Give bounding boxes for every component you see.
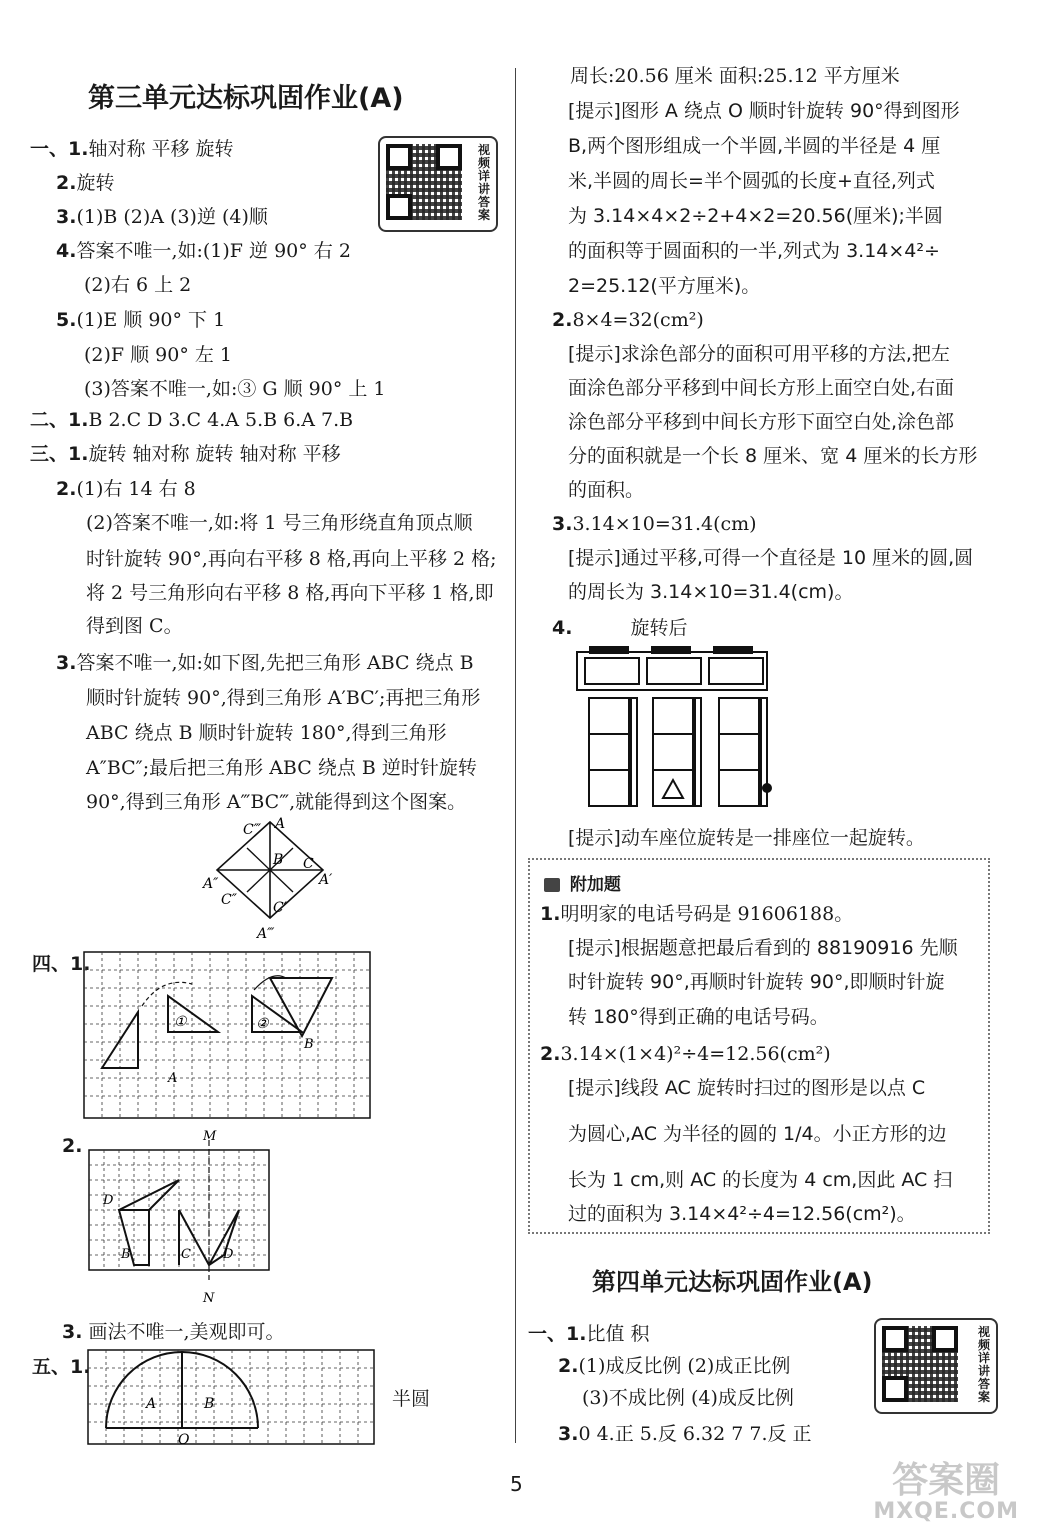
appendix-box — [528, 858, 990, 1234]
answer-text: [提示]通过平移,可得一个直径是 10 厘米的圆,圆 — [568, 547, 974, 569]
answer-text: 时针旋转 90°,再向右平移 8 格,再向上平移 2 格; — [86, 548, 497, 570]
answer-text: ABC 绕点 B 顺时针旋转 180°,得到三角形 — [86, 722, 447, 744]
answer-line — [86, 614, 183, 638]
svg-text:A: A — [168, 1071, 178, 1086]
appendix-icon — [544, 878, 560, 892]
answer-text: B,两个图形组成一个半圆,半圆的半径是 4 厘 — [568, 135, 941, 157]
answer-text: [提示]图形 A 绕点 O 顺时针旋转 90°得到图形 — [568, 100, 960, 122]
svg-text:①: ① — [174, 1014, 187, 1030]
answer-line — [568, 342, 950, 366]
answer-text: B 2.C D 3.C 4.A 5.B 6.A 7.B — [88, 409, 354, 431]
svg-text:C″: C″ — [221, 892, 237, 908]
answer-text: 为圆心,AC 为半径的圆的 1/4。小正方形的边 — [568, 1123, 947, 1145]
svg-text:B: B — [304, 1037, 314, 1052]
answer-text: 比值 积 — [586, 1323, 650, 1345]
svg-text:D: D — [223, 1247, 234, 1262]
svg-text:A‴: A‴ — [257, 926, 275, 942]
answer-text: (2)答案不唯一,如:将 1 号三角形绕直角顶点顺 — [86, 512, 473, 534]
qr-code-unit3[interactable] — [378, 136, 498, 232]
unit4-title: 第四单元达标巩固作业(A) — [592, 1268, 873, 1296]
answer-line — [86, 511, 473, 535]
answer-text: 米,半圆的周长=半个圆弧的长度+直径,列式 — [568, 170, 935, 192]
q-number: 3. — [552, 513, 573, 535]
q-number: 2. — [56, 478, 77, 500]
svg-text:C′: C′ — [273, 900, 287, 916]
answer-text: 的面积。 — [568, 479, 645, 501]
watermark — [873, 1460, 1019, 1524]
q4-hint: [提示]动车座位旋转是一排座位一起旋转。 — [568, 827, 925, 849]
answer-line — [568, 1076, 925, 1100]
q-number: 1. — [540, 903, 561, 925]
qr-finder — [386, 194, 412, 220]
answer-line — [568, 970, 945, 994]
answer-text: 涂色部分平移到中间长方形下面空白处,涂色部 — [568, 411, 955, 433]
answer-text: (3)不成比例 (4)成反比例 — [582, 1387, 794, 1409]
answer-text: 得到图 C。 — [86, 615, 183, 637]
answer-line — [56, 651, 474, 675]
answer-text: 轴对称 平移 旋转 — [88, 138, 234, 160]
answer-line — [56, 477, 196, 501]
section5-label: 五、1. — [32, 1356, 91, 1378]
answer-text: 旋转 轴对称 旋转 轴对称 平移 — [88, 443, 341, 465]
answer-text: 为 3.14×4×2÷2+4×2=20.56(厘米);半圆 — [568, 205, 943, 227]
answer-line — [84, 343, 232, 367]
answer-line — [86, 686, 480, 710]
section4-label: 四、1. — [32, 953, 91, 975]
grid-figure-4-2 — [85, 1128, 275, 1308]
answer-text: 2=25.12(平方厘米)。 — [568, 275, 761, 297]
answer-line — [568, 936, 958, 960]
answer-line — [84, 273, 191, 297]
svg-text:②: ② — [256, 1016, 269, 1032]
q-number: 5. — [56, 309, 77, 331]
q4-label — [552, 616, 688, 640]
answer-line — [568, 546, 973, 570]
answer-text: 分的面积就是一个长 8 厘米、宽 4 厘米的长方形 — [568, 445, 978, 467]
answer-line — [568, 444, 977, 468]
svg-text:O: O — [178, 1432, 190, 1448]
answer-line — [568, 99, 960, 123]
answer-line — [568, 1202, 916, 1226]
answer-text: 面涂色部分平移到中间长方形上面空白处,右面 — [568, 377, 955, 399]
answer-line — [552, 512, 757, 536]
answer-text: 0 4.正 5.反 6.32 7 7.反 正 — [578, 1423, 812, 1445]
svg-text:B: B — [273, 852, 284, 868]
answer-line — [540, 902, 853, 926]
q-number: 3. — [62, 1321, 83, 1343]
answer-text: 8×4=32(cm²) — [572, 309, 704, 331]
qr-caption: 视频详讲答案 — [977, 1325, 990, 1404]
qr-code-unit4[interactable] — [874, 1318, 998, 1414]
answer-line — [56, 205, 268, 229]
answer-line — [30, 137, 234, 161]
section4-q3 — [62, 1320, 285, 1344]
q-number: 三、1. — [30, 443, 89, 465]
answer-text: 将 2 号三角形向右平移 8 格,再向下平移 1 格,即 — [86, 582, 494, 604]
answer-text: (1)成反比例 (2)成正比例 — [578, 1355, 791, 1377]
svg-text:C‴: C‴ — [243, 822, 261, 838]
q-number: 2. — [558, 1355, 579, 1377]
answer-text: (1)右 14 右 8 — [76, 478, 196, 500]
answer-line — [568, 1122, 947, 1146]
svg-text:A: A — [146, 1396, 157, 1412]
svg-text:N: N — [203, 1291, 215, 1306]
answer-line — [568, 376, 954, 400]
train-seats-figure — [575, 640, 775, 812]
answer-text: 旋转 — [76, 172, 115, 194]
answer-line — [86, 581, 494, 605]
answer-text: (1)E 顺 90° 下 1 — [76, 309, 226, 331]
answer-line — [86, 790, 466, 814]
qr-finder — [436, 144, 462, 170]
answer-line — [570, 64, 900, 88]
answer-text: A″BC″;最后把三角形 ABC 绕点 B 逆时针旋转 — [86, 757, 477, 779]
answer-line — [568, 169, 935, 193]
grid-figure-4-1 — [82, 950, 372, 1120]
appendix-title: 附加题 — [569, 875, 621, 895]
watermark-url: MXQE.COM — [873, 1499, 1019, 1524]
answer-line — [582, 1386, 794, 1410]
svg-text:C: C — [303, 856, 314, 872]
answer-line — [56, 239, 351, 263]
answer-text: [提示]求涂色部分的面积可用平移的方法,把左 — [568, 343, 950, 365]
answer-text: 3.14×(1×4)²÷4=12.56(cm²) — [560, 1043, 831, 1065]
answer-line — [552, 308, 704, 332]
answer-text: 画法不唯一,美观即可。 — [88, 1321, 285, 1343]
svg-text:A′: A′ — [319, 872, 333, 888]
answer-text: [提示]根据题意把最后看到的 88190916 先顺 — [568, 937, 958, 959]
answer-text: 答案不唯一,如:(1)F 逆 90° 右 2 — [76, 240, 351, 262]
q-number: 3. — [56, 652, 77, 674]
answer-line — [56, 171, 114, 195]
answer-line — [30, 442, 341, 466]
answer-text: 时针旋转 90°,再顺时针旋转 90°,即顺时针旋 — [568, 971, 945, 993]
svg-text:A: A — [275, 816, 286, 832]
answer-line — [568, 580, 853, 604]
answer-text: (2)右 6 上 2 — [84, 274, 192, 296]
q-number: 3. — [558, 1423, 579, 1445]
qr-finder — [882, 1326, 908, 1352]
answer-text: 90°,得到三角形 A‴BC‴,就能得到这个图案。 — [86, 791, 467, 813]
q-number: 4. — [552, 617, 573, 639]
answer-line — [568, 1168, 952, 1192]
answer-text: 明明家的电话号码是 91606188。 — [560, 903, 854, 925]
qr-finder — [882, 1376, 908, 1402]
qr-caption: 视频详讲答案 — [477, 143, 490, 222]
answer-text: 转 180°得到正确的电话号码。 — [568, 1006, 829, 1028]
svg-text:A″: A″ — [203, 876, 219, 892]
answer-line — [568, 478, 644, 502]
svg-text:D: D — [103, 1193, 114, 1208]
svg-text:B: B — [121, 1247, 131, 1262]
answer-line — [84, 377, 386, 401]
answer-line — [558, 1354, 790, 1378]
answer-text: [提示]线段 AC 旋转时扫过的图形是以点 C — [568, 1077, 926, 1099]
q-number: 一、1. — [30, 138, 89, 160]
svg-text:M: M — [203, 1129, 217, 1144]
q-number: 4. — [56, 240, 77, 262]
rotation-star-figure — [195, 812, 345, 942]
answer-text: 周长:20.56 厘米 面积:25.12 平方厘米 — [570, 65, 900, 87]
answer-text: 的面积等于圆面积的一半,列式为 3.14×4²÷ — [568, 240, 940, 262]
answer-text: 长为 1 cm,则 AC 的长度为 4 cm,因此 AC 扫 — [568, 1169, 953, 1191]
column-divider — [515, 68, 516, 1443]
answer-line — [568, 1005, 829, 1029]
section5-answer: 半圆 — [392, 1388, 431, 1410]
answer-line — [558, 1422, 812, 1446]
answer-line — [540, 1042, 831, 1066]
q-number: 一、1. — [528, 1323, 587, 1345]
q4-caption: 旋转后 — [630, 617, 688, 639]
page-number: 5 — [510, 1472, 523, 1496]
q-number: 2. — [540, 1043, 561, 1065]
answer-line — [86, 547, 497, 571]
q-number: 二、1. — [30, 409, 89, 431]
answer-text: (2)F 顺 90° 左 1 — [84, 344, 233, 366]
unit3-title: 第三单元达标巩固作业(A) — [88, 83, 404, 114]
answer-text: 过的面积为 3.14×4²÷4=12.56(cm²)。 — [568, 1203, 916, 1225]
answer-text: 的周长为 3.14×10=31.4(cm)。 — [568, 581, 854, 603]
q-number: 2. — [56, 172, 77, 194]
answer-line — [86, 721, 447, 745]
answer-line — [528, 1322, 650, 1346]
answer-text: (1)B (2)A (3)逆 (4)顺 — [76, 206, 268, 228]
answer-line — [56, 308, 225, 332]
answer-line — [568, 204, 943, 228]
qr-finder — [932, 1326, 958, 1352]
watermark-text: 答案圈 — [892, 1460, 1001, 1501]
semicircle-grid-figure — [86, 1348, 376, 1448]
answer-text: 3.14×10=31.4(cm) — [572, 513, 757, 535]
svg-text:B: B — [204, 1396, 215, 1412]
answer-text: 顺时针旋转 90°,得到三角形 A′BC′;再把三角形 — [86, 687, 481, 709]
answer-line — [86, 756, 477, 780]
qr-finder — [386, 144, 412, 170]
answer-line — [568, 134, 940, 158]
answer-line — [568, 274, 760, 298]
svg-text:C: C — [181, 1247, 191, 1262]
q-number: 3. — [56, 206, 77, 228]
answer-line — [568, 410, 954, 434]
answer-line — [30, 408, 353, 432]
answer-text: 答案不唯一,如:如下图,先把三角形 ABC 绕点 B — [76, 652, 474, 674]
answer-text: (3)答案不唯一,如:③ G 顺 90° 上 1 — [84, 378, 386, 400]
q-number: 2. — [552, 309, 573, 331]
answer-line — [568, 239, 940, 263]
appendix-title-wrap — [544, 870, 621, 895]
section4-q2-label: 2. — [62, 1135, 83, 1157]
